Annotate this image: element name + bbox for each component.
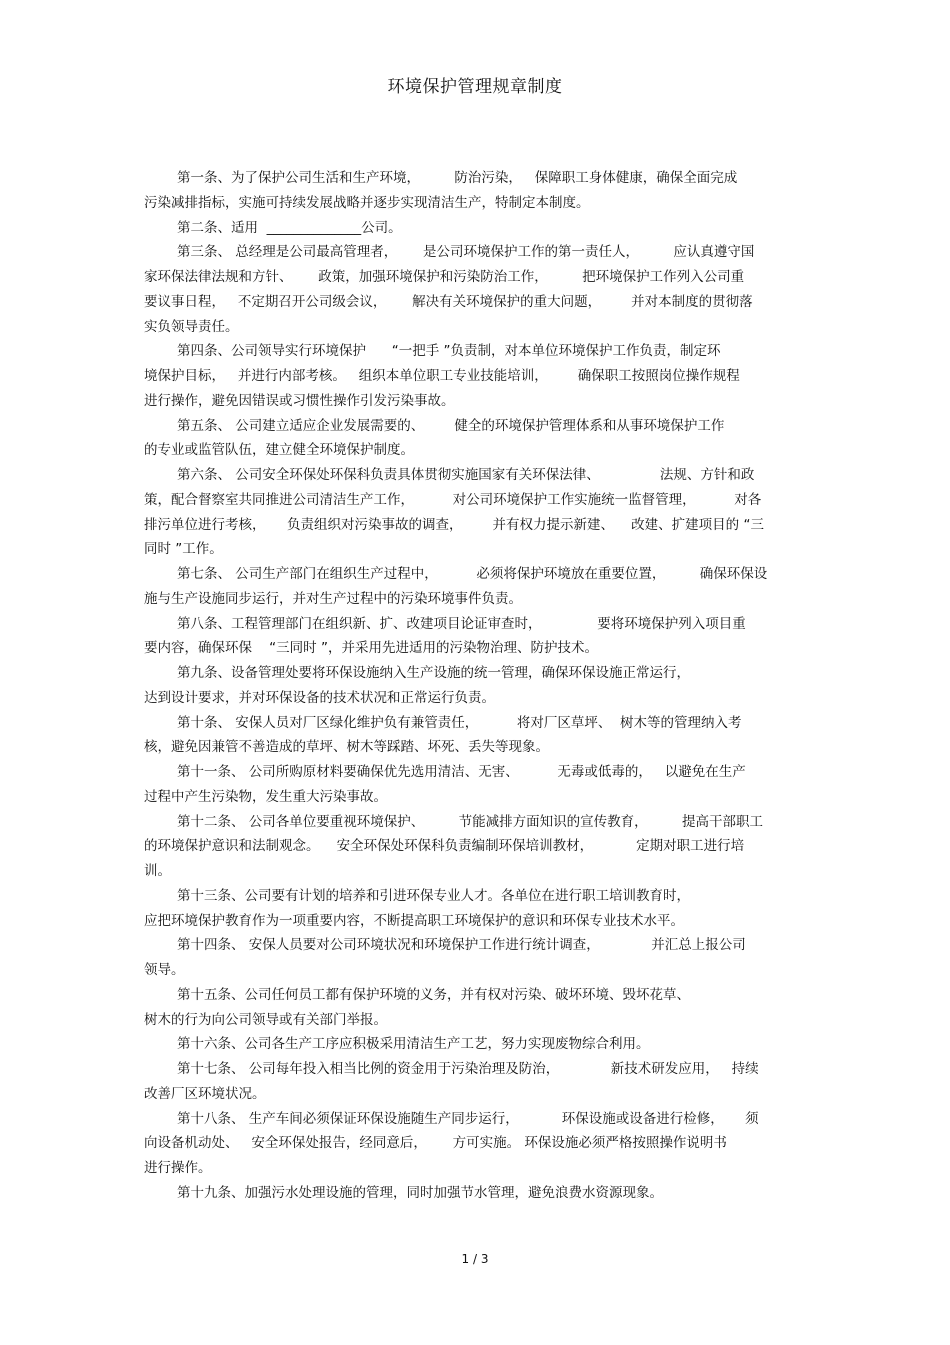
text-line: 第十五条、公司任何员工都有保护环境的义务，并有权对污染、破坏环境、毁坏花草、	[177, 986, 690, 1003]
text-line: 第十六条、公司各生产工序应积极采用清洁生产工艺，努力实现废物综合利用。	[177, 1036, 650, 1053]
text-line: 策，配合督察室共同推进公司清洁生产工作， 对公司环境保护工作实施统一监督管理， 对各	[144, 491, 762, 508]
text-line: 领导。	[144, 962, 185, 978]
text-line: 第十四条、 安保人员要对公司环境状况和环境保护工作进行统计调查， 并汇总上报公司	[177, 937, 746, 954]
paragraph-article-17	[144, 1057, 808, 1107]
text-line: 第七条、 公司生产部门在组织生产过程中， 必须将保护环境放在重要位置， 确保环保设	[177, 566, 768, 582]
paragraph-article-10	[144, 711, 808, 761]
text-line: 第十一条、 公司所购原材料要确保优先选用清洁、无害、 无毒或低毒的， 以避免在生产	[177, 764, 746, 780]
text-line: 过程中产生污染物，发生重大污染事故。	[144, 788, 387, 805]
text-line: 应把环境保护教育作为一项重要内容，不断提高职工环境保护的意识和环保专业技术水平。	[144, 912, 684, 929]
page-number: 1 / 3	[461, 1252, 489, 1266]
text-line: 实负领导责任。	[144, 318, 239, 335]
paragraph-article-6	[144, 463, 808, 562]
text-line: 污染减排指标，实施可持续发展战略并逐步实现清洁生产，特制定本制度。	[144, 194, 590, 211]
paragraph-article-1	[144, 166, 808, 216]
text-line: 第十二条、 公司各单位要重视环境保护、 节能减排方面知识的宣传教育， 提高干部职工	[177, 813, 763, 830]
document-body	[144, 166, 808, 1206]
text-line: 的环境保护意识和法制观念。 安全环保处环保科负责编制环保培训教材， 定期对职工进行培	[144, 838, 745, 855]
text-line: 第十条、 安保人员对厂区绿化维护负有兼管责任， 将对厂区草坪、 树木等的管理纳入考	[177, 714, 742, 731]
text-line: 训。	[144, 863, 171, 879]
text-line: 第九条、设备管理处要将环保设施纳入生产设施的统一管理，确保环保设施正常运行，	[177, 665, 690, 681]
paragraph-article-19	[144, 1181, 808, 1206]
paragraph-article-16	[144, 1032, 808, 1057]
text-line: 排污单位进行考核， 负责组织对污染事故的调查， 并有权力提示新建、 改建、扩建项目的 “三	[144, 516, 764, 533]
paragraph-article-11	[144, 760, 808, 810]
text-line: 第三条、 总经理是公司最高管理者， 是公司环境保护工作的第一责任人， 应认真遵守国	[177, 244, 755, 261]
text-line: 第四条、公司领导实行环境保护 “一把手 ”负责制，对本单位环境保护工作负责，制定环	[177, 343, 721, 360]
paragraph-article-13	[144, 884, 808, 934]
paragraph-article-5	[144, 414, 808, 464]
text-line: 第八条、工程管理部门在组织新、扩、改建项目论证审查时， 要将环境保护列入项目重	[177, 615, 746, 632]
text-line: 的专业或监管队伍，建立健全环境保护制度。	[144, 442, 414, 459]
text-line: 向设备机动处、 安全环保处报告，经同意后， 方可实施。 环保设施必须严格按照操作说明书	[144, 1135, 727, 1152]
text-line: 第十三条、公司要有计划的培养和引进环保专业人才。各单位在进行职工培训教育时，	[177, 887, 690, 904]
paragraph-article-9	[144, 661, 808, 711]
text-line: 同时 ”工作。	[144, 541, 223, 558]
text-line: 进行操作。	[144, 1160, 212, 1176]
text-line: 进行操作，避免因错误或习惯性操作引发污染事故。	[144, 392, 455, 409]
text-line: 第一条、为了保护公司生活和生产环境， 防治污染， 保障职工身体健康，确保全面完成	[177, 170, 738, 186]
paragraph-article-14	[144, 933, 808, 983]
text-line: 树木的行为向公司领导或有关部门举报。	[144, 1011, 387, 1028]
text-line: 第六条、 公司安全环保处环保科负责具体贯彻实施国家有关环保法律、 法规、方针和政	[177, 467, 755, 483]
paragraph-article-3	[144, 240, 808, 339]
document-title: 环境保护管理规章制度	[387, 77, 563, 97]
paragraph-article-15	[144, 983, 808, 1033]
text-line: 第十七条、 公司每年投入相当比例的资金用于污染治理及防治， 新技术研发应用， 持续	[177, 1061, 759, 1077]
text-line: 要议事日程， 不定期召开公司级会议， 解决有关环境保护的重大问题， 并对本制度的贯彻落	[144, 293, 753, 310]
text-line: 境保护目标， 并进行内部考核。 组织本单位职工专业技能培训， 确保职工按照岗位操作规程	[144, 368, 740, 384]
paragraph-article-7	[144, 562, 808, 612]
paragraph-article-8	[144, 612, 808, 662]
text-line: 第十九条、加强污水处理设施的管理，同时加强节水管理，避免浪费水资源现象。	[177, 1184, 663, 1201]
paragraph-article-4	[144, 339, 808, 413]
text-line: 第十八条、 生产车间必须保证环保设施随生产同步运行， 环保设施或设备进行检修， 须	[177, 1110, 759, 1127]
text-line: 达到设计要求，并对环保设备的技术状况和正常运行负责。	[144, 689, 495, 706]
text-line: 施与生产设施同步运行，并对生产过程中的污染环境事件负责。	[144, 590, 522, 607]
text-line: 第五条、 公司建立适应企业发展需要的、 健全的环境保护管理体系和从事环境保护工作	[177, 417, 725, 434]
paragraph-article-12	[144, 810, 808, 884]
text-line: 核，避免因兼管不善造成的草坪、树木等踩踏、坏死、丢失等现象。	[144, 739, 549, 756]
text-line: 要内容，确保环保 “三同时 ”，并采用先进适用的污染物治理、防护技术。	[144, 640, 598, 657]
paragraph-article-18	[144, 1107, 808, 1181]
paragraph-article-2	[144, 216, 808, 241]
text-line: 家环保法律法规和方针、 政策，加强环境保护和污染防治工作， 把环境保护工作列入公司重	[144, 269, 745, 285]
text-line: 改善厂区环境状况。	[144, 1085, 266, 1102]
text-line: 第二条、适用 ______________公司。	[177, 219, 402, 236]
